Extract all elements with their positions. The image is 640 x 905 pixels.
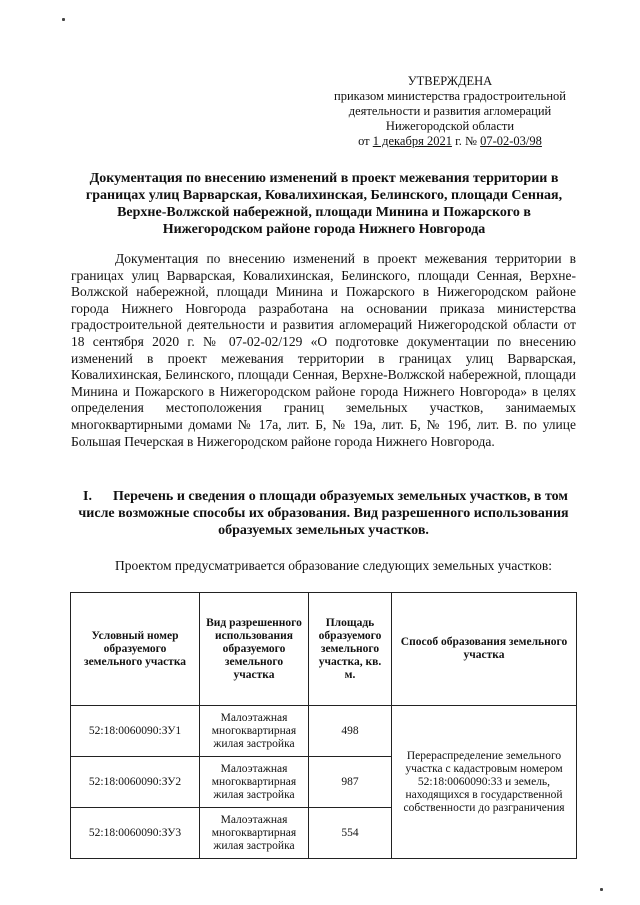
table-header-row xyxy=(71,593,577,706)
scan-speck xyxy=(600,888,603,891)
table-row xyxy=(71,706,577,757)
document-title: Документация по внесению изменений в проект межевания территории в границах улиц Варварская, Ковалихинская, Белинского, площади Сенная, Верхне-Волжской набережной, площади Минина и Пожарского в Нижегородском районе города Нижнего Новгорода xyxy=(85,171,563,237)
header-formation-method: Способ образования земельного участка xyxy=(392,593,577,706)
plot-number: 52:18:0060090:ЗУ3 xyxy=(71,808,200,859)
approval-title: УТВЕРЖДЕНА xyxy=(407,74,493,88)
plot-area: 987 xyxy=(309,757,392,808)
intro-paragraph: Документация по внесению изменений в проект межевания территории в границах улиц Варварская, Ковалихинская, Белинского, площади Сенная, Верхне-Волжской набережной, площади Минина и Пожарского в Нижегородском районе города Нижнего Новгорода разработана на основании приказа министерства градостроительной деятельности и развития агломераций Нижегородской области от 18 сентября 2020 г. № 07-02-02/129 «О подготовке документации по внесению изменений в проект межевания территории в границах улиц Варварская, Ковалихинская, Белинского, площади Сенная, Верхне-Волжской набережной, площади Минина и Пожарского в Нижегородском районе города Нижнего Новгорода» в целях определения местоположения границ земельных участков, занимаемых многоквартирными домами № 17а, лит. Б, № 19а, лит. Б, № 19б, лит. В. по улице Большая Печерская в Нижегородском районе города Нижнего Новгорода. xyxy=(71,251,576,449)
section-heading xyxy=(71,488,576,539)
approval-line: приказом министерства градостроительной xyxy=(334,89,566,103)
plot-area: 554 xyxy=(309,808,392,859)
date-prefix: от xyxy=(358,134,370,148)
approval-number: 07-02-03/98 xyxy=(480,134,542,148)
approval-stamp xyxy=(320,74,580,149)
approval-date: 1 декабря 2021 xyxy=(372,134,452,148)
permitted-use: Малоэтажная многоквартирная жилая застройка xyxy=(200,706,309,757)
formation-method: Перераспределение земельного участка с кадастровым номером 52:18:0060090:33 и земель, находящихся в государственной собственности до разграничения xyxy=(392,706,577,859)
date-mid: г. № xyxy=(455,134,477,148)
section-title-rest: числе возможные способы их образования. Вид разрешенного использования образуемых земельных участков. xyxy=(78,506,569,538)
scan-speck xyxy=(62,18,65,21)
land-plots-table xyxy=(70,592,577,859)
permitted-use: Малоэтажная многоквартирная жилая застройка xyxy=(200,808,309,859)
approval-date-line xyxy=(320,134,580,149)
header-permitted-use: Вид разрешенного использования образуемого земельного участка xyxy=(200,593,309,706)
header-plot-number: Условный номер образуемого земельного участка xyxy=(71,593,200,706)
header-area: Площадь образуемого земельного участка, кв. м. xyxy=(309,593,392,706)
plot-area: 498 xyxy=(309,706,392,757)
plot-number: 52:18:0060090:ЗУ2 xyxy=(71,757,200,808)
approval-line: деятельности и развития агломераций xyxy=(348,104,552,118)
plot-number: 52:18:0060090:ЗУ1 xyxy=(71,706,200,757)
section-number: I. xyxy=(83,489,92,504)
project-text: Проектом предусматривается образование следующих земельных участков: xyxy=(115,558,552,573)
section-title-line1: Перечень и сведения о площади образуемых земельных участков, в том xyxy=(113,489,568,504)
approval-line: Нижегородской области xyxy=(385,119,515,133)
permitted-use: Малоэтажная многоквартирная жилая застройка xyxy=(200,757,309,808)
